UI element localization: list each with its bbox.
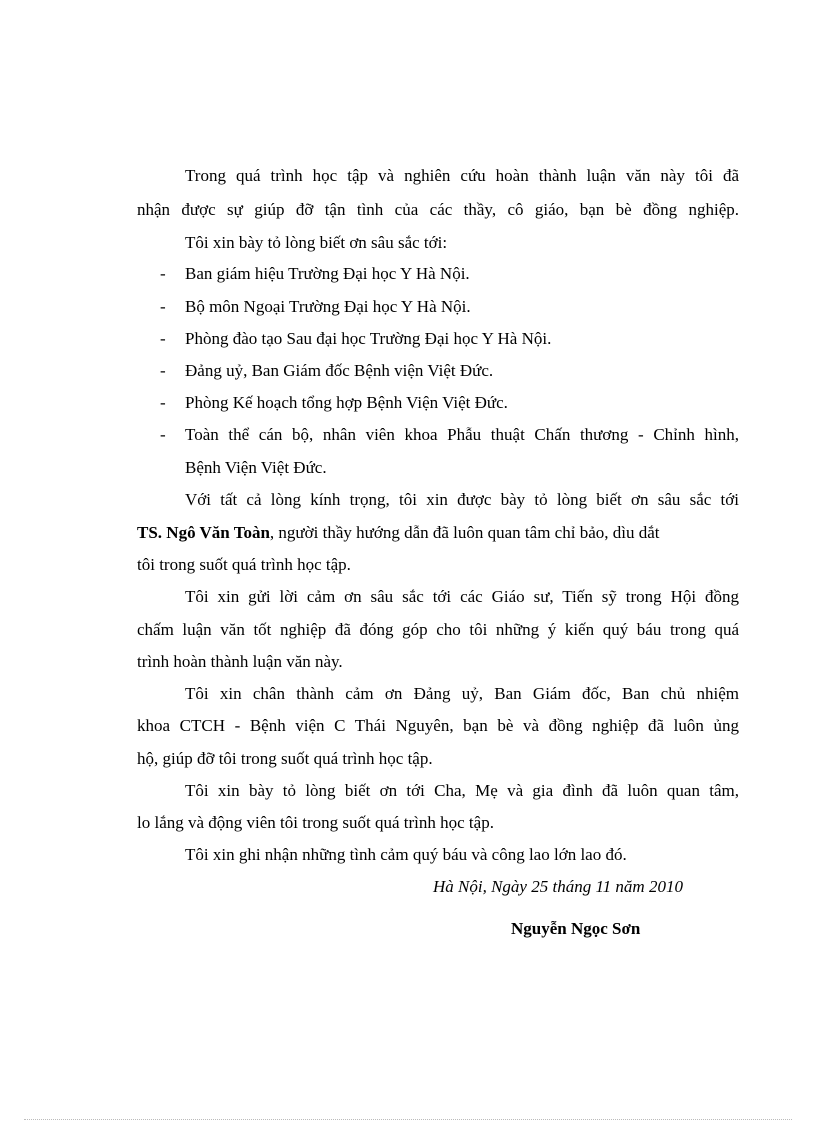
list-item (137, 423, 739, 447)
advisor-name: TS. Ngô Văn Toàn (137, 523, 270, 542)
council-line-1: Tôi xin gửi lời cảm ơn sâu sắc tới các Giáo sư, Tiến sỹ trong Hội đồng (185, 587, 739, 606)
bullet-text: Ban giám hiệu Trường Đại học Y Hà Nội. (185, 264, 470, 283)
bullet-dash: - (160, 264, 166, 283)
advisor-line-1: Với tất cả lòng kính trọng, tôi xin được bày tỏ lòng biết ơn sâu sắc tới (185, 490, 739, 509)
family-line-2: lo lắng và động viên tôi trong suốt quá trình học tập. (137, 813, 494, 832)
hospital-line-1: Tôi xin chân thành cảm ơn Đảng uỷ, Ban Giám đốc, Ban chủ nhiệm (185, 684, 739, 703)
signer-name: Nguyễn Ngọc Sơn (511, 919, 641, 938)
bullet-dash: - (160, 297, 166, 316)
list-item (137, 295, 739, 319)
hospital-line-2: khoa CTCH - Bệnh viện C Thái Nguyên, bạn bè và đồng nghiệp đã luôn ủng (137, 716, 739, 735)
hospital-line-3: hộ, giúp đỡ tôi trong suốt quá trình học tập. (137, 749, 433, 768)
bullet-dash: - (160, 425, 166, 444)
list-item (137, 391, 739, 415)
bullet-dash: - (160, 361, 166, 380)
closing-line: Tôi xin ghi nhận những tình cảm quý báu và công lao lớn lao đó. (185, 845, 627, 864)
bullet-text: Phòng Kế hoạch tổng hợp Bệnh Viện Việt Đức. (185, 393, 508, 412)
thanks-to-line: Tôi xin bày tỏ lòng biết ơn sâu sắc tới: (185, 233, 448, 252)
list-item (137, 359, 739, 383)
list-item (137, 327, 739, 351)
advisor-line-3: tôi trong suốt quá trình học tập. (137, 555, 351, 574)
bullet-dash: - (160, 329, 166, 348)
advisor-line-2 (137, 521, 739, 545)
intro-line-2: nhận được sự giúp đỡ tận tình của các thầy, cô giáo, bạn bè đồng nghiệp. (137, 200, 739, 219)
bullet-text: Phòng đào tạo Sau đại học Trường Đại học Y Hà Nội. (185, 329, 552, 348)
council-line-2: chấm luận văn tốt nghiệp đã đóng góp cho tôi những ý kiến quý báu trong quá (137, 620, 739, 639)
bullet-dash: - (160, 393, 166, 412)
bullet-text: Bộ môn Ngoại Trường Đại học Y Hà Nội. (185, 297, 471, 316)
family-line-1: Tôi xin bày tỏ lòng biết ơn tới Cha, Mẹ và gia đình đã luôn quan tâm, (185, 781, 739, 800)
bullet-text: Toàn thể cán bộ, nhân viên khoa Phẫu thuật Chấn thương - Chỉnh hình, (185, 425, 739, 444)
bullet-continuation: Bệnh Viện Việt Đức. (185, 458, 327, 477)
list-item (137, 262, 739, 286)
council-line-3: trình hoàn thành luận văn này. (137, 652, 343, 671)
advisor-line-2-text: , người thầy hướng dẫn đã luôn quan tâm chỉ bảo, dìu dắt (269, 523, 660, 542)
bullet-text: Đảng uỷ, Ban Giám đốc Bệnh viện Việt Đức. (185, 361, 494, 380)
place-date: Hà Nội, Ngày 25 tháng 11 năm 2010 (433, 877, 683, 896)
intro-line-1: Trong quá trình học tập và nghiên cứu hoàn thành luận văn này tôi đã (185, 166, 739, 185)
page-bottom-divider (24, 1119, 792, 1120)
